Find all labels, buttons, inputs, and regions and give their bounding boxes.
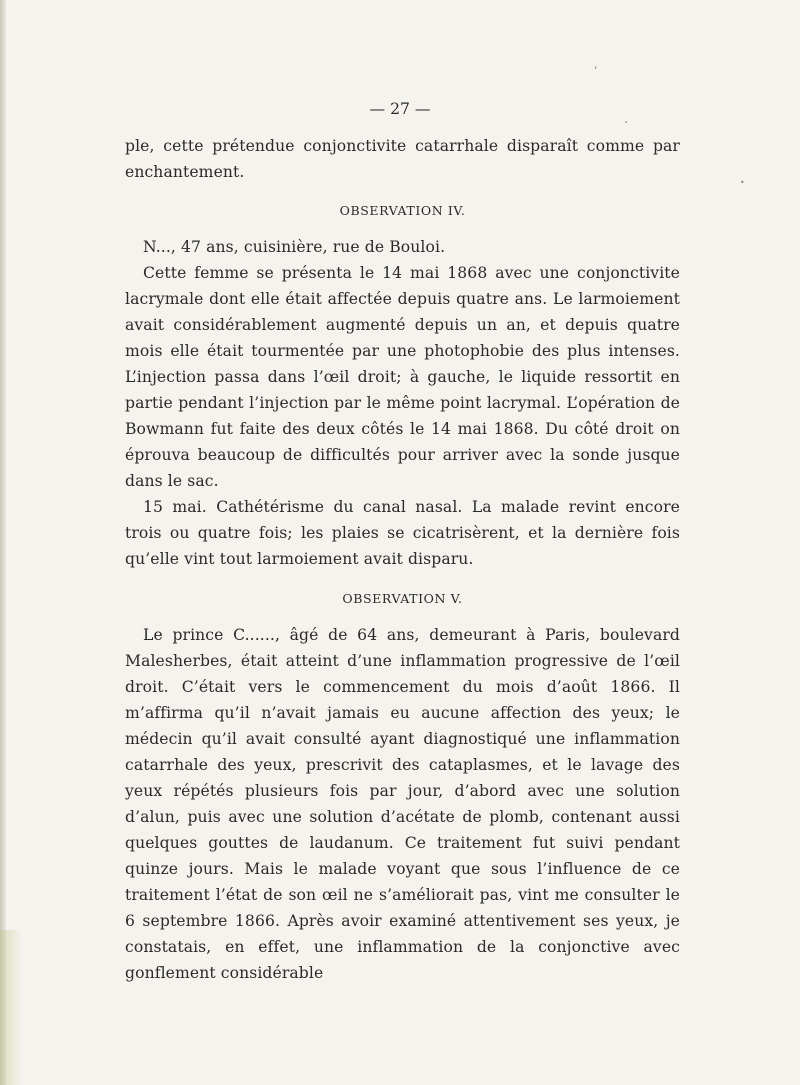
observation-heading: OBSERVATION IV. [339, 203, 466, 218]
observation-heading: OBSERVATION V. [342, 591, 463, 606]
observation-paragraph: Le prince C......, âgé de 64 ans, demeurant à Paris, boulevard Malesherbes, était atteint d’une inflammation progressive de l’œil droit. C’était vers le commencement du mois d’août 1866. Il m’affirma qu’il n’avait jamais eu aucune affection des yeux; le médecin qu’il avait consulté ayant diagnostiqué une inflammation catarrhale des yeux, prescrivit des cataplasmes, et le lavage des yeux répétés plusieurs fois par jour, d’abord avec une solution d’alun, puis avec une solution d’acétate de plomb, contenant aussi quelques gouttes de laudanum. Ce traitement fut suivi pendant quinze jours. Mais le malade voyant que sous l’influence de ce traitement l’état de son œil ne s’améliorait pas, vint me consulter le 6 septembre 1866. Après avoir examiné attentivement ses yeux, je constatais, en effet, une inflammation de la conjonctive avec gonflement considérable [125, 626, 680, 982]
continuation-paragraph: ple, cette prétendue conjonctivite catarrhale disparaît comme par enchantement. [125, 137, 680, 181]
observation-paragraph: N..., 47 ans, cuisinière, rue de Bouloi. [143, 238, 446, 256]
page-number: — 27 — [369, 100, 431, 118]
observation-paragraph: 15 mai. Cathétérisme du canal nasal. La malade revint encore trois ou quatre fois; les plaies se cicatrisèrent, et la dernière fois qu’elle vint tout larmoiement avait disparu. [125, 498, 680, 568]
page-text [125, 133, 680, 986]
stray-mark: • [740, 178, 745, 187]
observation-paragraph: Cette femme se présenta le 14 mai 1868 avec une conjonctivite lacrymale dont elle était affectée depuis quatre ans. Le larmoiement avait considérablement augmenté depuis un an, et depuis quatre mois elle était tourmentée par une photophobie des plus intenses. L’injection passa dans l’œil droit; à gauche, le liquide ressortit en partie pendant l’injection par le même point lacrymal. L’opération de Bowmann fut faite des deux côtés le 14 mai 1868. Du côté droit on éprouva beaucoup de difficultés pour arriver avec la sonde jusque dans le sac. [125, 264, 680, 490]
binding-edge [0, 0, 6, 1085]
stray-mark: , [594, 58, 598, 71]
binding-stain [0, 930, 22, 1085]
stray-mark: . [624, 112, 629, 127]
